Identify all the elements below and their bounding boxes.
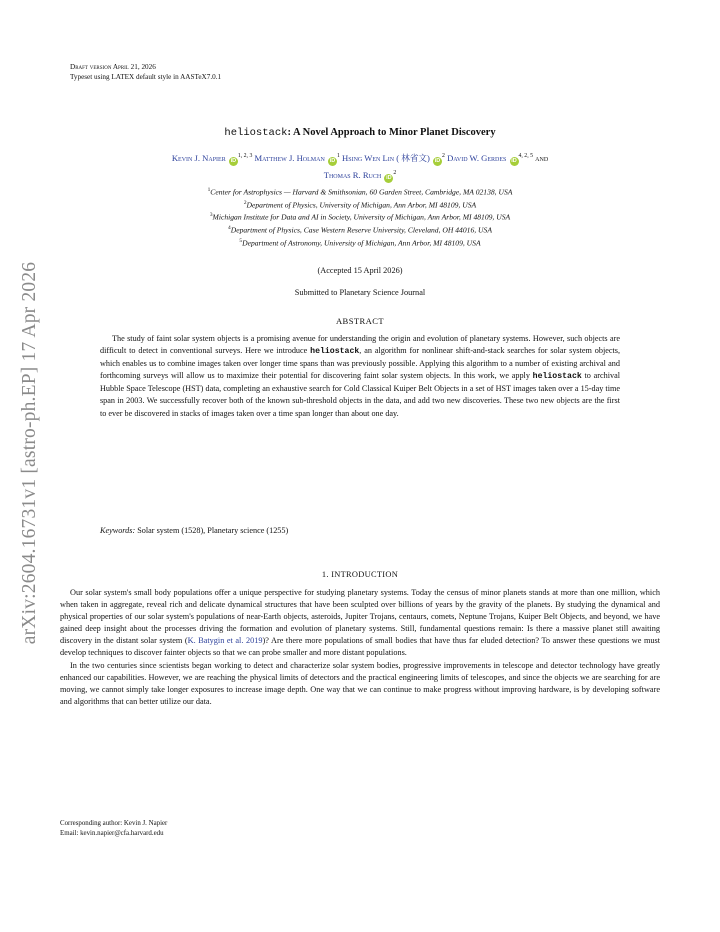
- affiliation-text: Department of Physics, Case Western Reserve University, Cleveland, OH 44016, USA: [230, 225, 492, 235]
- author-affil-marks: 1: [336, 153, 340, 159]
- abstract-part: to archival Hubble Space Telescope (HST) data, completing an exhaustive search for Cold Classical Kuiper Belt Objects in a set of HST images taken over a 15-day time span in 2003. We successfully recover both of the known sub-threshold objects in the data, and add two new discoveries. These two new objects are the first to ever be discovered in stacks of images taken over a time span longer than about one day.: [100, 371, 621, 418]
- affiliation: [0, 185, 720, 198]
- paper-title: [0, 127, 720, 139]
- affiliation-text: Michigan Institute for Data and AI in Society, University of Michigan, Ann Arbor, MI 48109, USA: [212, 213, 511, 222]
- orcid-icon[interactable]: iD: [434, 157, 441, 164]
- author-affil-marks: 2: [393, 169, 397, 176]
- keywords-label: Keywords:: [100, 526, 136, 535]
- preprint-header: [70, 62, 221, 82]
- author-name[interactable]: Matthew J. Holman: [254, 152, 325, 163]
- abstract-part: The study of faint solar system objects is a promising avenue for understanding the origin and evolution of planetary systems. However, such objects are difficult to detect in conventional surveys. Here we introduce: [100, 334, 620, 356]
- abstract-part: , an algorithm for nonlinear shift-and-stack searches for solar system objects, which enables us to combine images taken over longer time spans than was previously possible. Applying this algorithm to a number of existing archival and forthcoming surveys will allow us to maximize their potential for discovering faint solar system objects. In this work, we apply: [100, 346, 620, 381]
- affiliation-number: 3: [209, 212, 213, 219]
- author-name[interactable]: Thomas R. Ruch: [323, 169, 382, 180]
- abstract-code: heliostack: [532, 372, 582, 382]
- paragraph: [60, 587, 660, 660]
- affiliations: [0, 185, 720, 249]
- orcid-icon[interactable]: iD: [329, 157, 336, 164]
- affiliation-number: 1: [207, 187, 211, 193]
- author-list: [80, 149, 640, 183]
- affiliation: [0, 210, 720, 223]
- author-name[interactable]: Hsing Wen Lin ( 林省文): [342, 152, 430, 163]
- arxiv-stamp: [10, 233, 50, 673]
- keywords: [100, 526, 620, 535]
- submitted-journal: Submitted to Planetary Science Journal: [294, 288, 426, 297]
- affiliation: [0, 236, 720, 249]
- affiliation-text: Department of Astronomy, University of Michigan, Ann Arbor, MI 48109, USA: [242, 238, 481, 248]
- affiliation-number: 4: [228, 225, 231, 232]
- citation-link[interactable]: K. Batygin et al. 2019: [187, 636, 263, 646]
- authors-and: and: [535, 152, 549, 163]
- author-affil-marks: 2: [442, 153, 445, 159]
- footnote: [60, 819, 167, 839]
- draft-version: Draft version April 21, 2026: [70, 63, 156, 71]
- author-email: Email: kevin.napier@cfa.harvard.edu: [60, 830, 164, 837]
- orcid-icon[interactable]: iD: [230, 157, 237, 164]
- section-heading: 1. INTRODUCTION: [321, 570, 399, 579]
- abstract-code: heliostack: [310, 347, 360, 357]
- abstract-text: [100, 333, 620, 420]
- author-name[interactable]: David W. Gerdes: [447, 152, 507, 163]
- affiliation-number: 5: [239, 237, 243, 244]
- paragraph-text: )? Are there more populations of small bodies that have thus far eluded detection? To answer these questions we must develop techniques to discover fainter objects so that we can probe smaller and more distant populations.: [60, 636, 660, 658]
- orcid-icon[interactable]: iD: [511, 157, 517, 164]
- affiliation: [0, 223, 720, 236]
- affiliation-text: Center for Astrophysics — Harvard & Smithsonian, 60 Garden Street, Cambridge, MA 02138, USA: [210, 187, 513, 197]
- typeset-note: Typeset using LATEX default style in AASTeX7.0.1: [70, 73, 222, 81]
- orcid-icon[interactable]: iD: [386, 174, 392, 181]
- keywords-text: Solar system (1528), Planetary science (1255): [135, 526, 289, 535]
- paragraph: In the two centuries since scientists began working to detect and characterize solar system bodies, progressive improvements in telescope and detector technology have greatly enhanced our capabilities. However, we are reaching the physical limits of detectors and the practical engineering limits of telescopes, and since the objects we are searching for are moving, we cannot simply take longer exposures to increase image depth. One way that we can continue to make progress without improving hardware, is by developing software and algorithms that can better utilize our data.: [60, 660, 660, 706]
- arxiv-stamp-text: arXiv:2604.16731v1 [astro-ph.EP] 17 Apr 2026: [19, 261, 40, 645]
- author-affil-marks: 4, 2, 5: [518, 153, 533, 159]
- author-affil-marks: 1, 2, 3: [237, 153, 253, 159]
- corresponding-author: Corresponding author: Kevin J. Napier: [60, 820, 168, 827]
- title-code: heliostack: [224, 127, 288, 139]
- affiliation: [0, 198, 720, 211]
- affiliation-number: 2: [243, 199, 247, 206]
- introduction-body: [60, 587, 660, 708]
- affiliation-text: Department of Physics, University of Michigan, Ann Arbor, MI 48109, USA: [246, 200, 477, 210]
- abstract-heading: ABSTRACT: [335, 316, 385, 326]
- author-name[interactable]: Kevin J. Napier: [171, 152, 226, 163]
- title-text: : A Novel Approach to Minor Planet Discovery: [287, 127, 496, 138]
- accepted-date: (Accepted 15 April 2026): [317, 266, 403, 275]
- paragraph-text: Our solar system's small body populations offer a unique perspective for studying planetary systems. Today the census of minor planets stands at more than one million, which when taken in aggregate, reveal rich and delicate dynamical structures that have been sculpted over billions of years by the gravity of the planets. By studying the dynamical and physical properties of our solar system's populations of near-Earth objects, asteroids, Jupiter Trojans, centaurs, comets, Neptune Trojans, Kuiper Belt Objects, and beyond, we have gained deep insight about the processes driving the formation and evolution of planetary systems. Still, fundamental questions remain: Is there a massive planet still awaiting discovery in the distant solar system (: [60, 588, 660, 646]
